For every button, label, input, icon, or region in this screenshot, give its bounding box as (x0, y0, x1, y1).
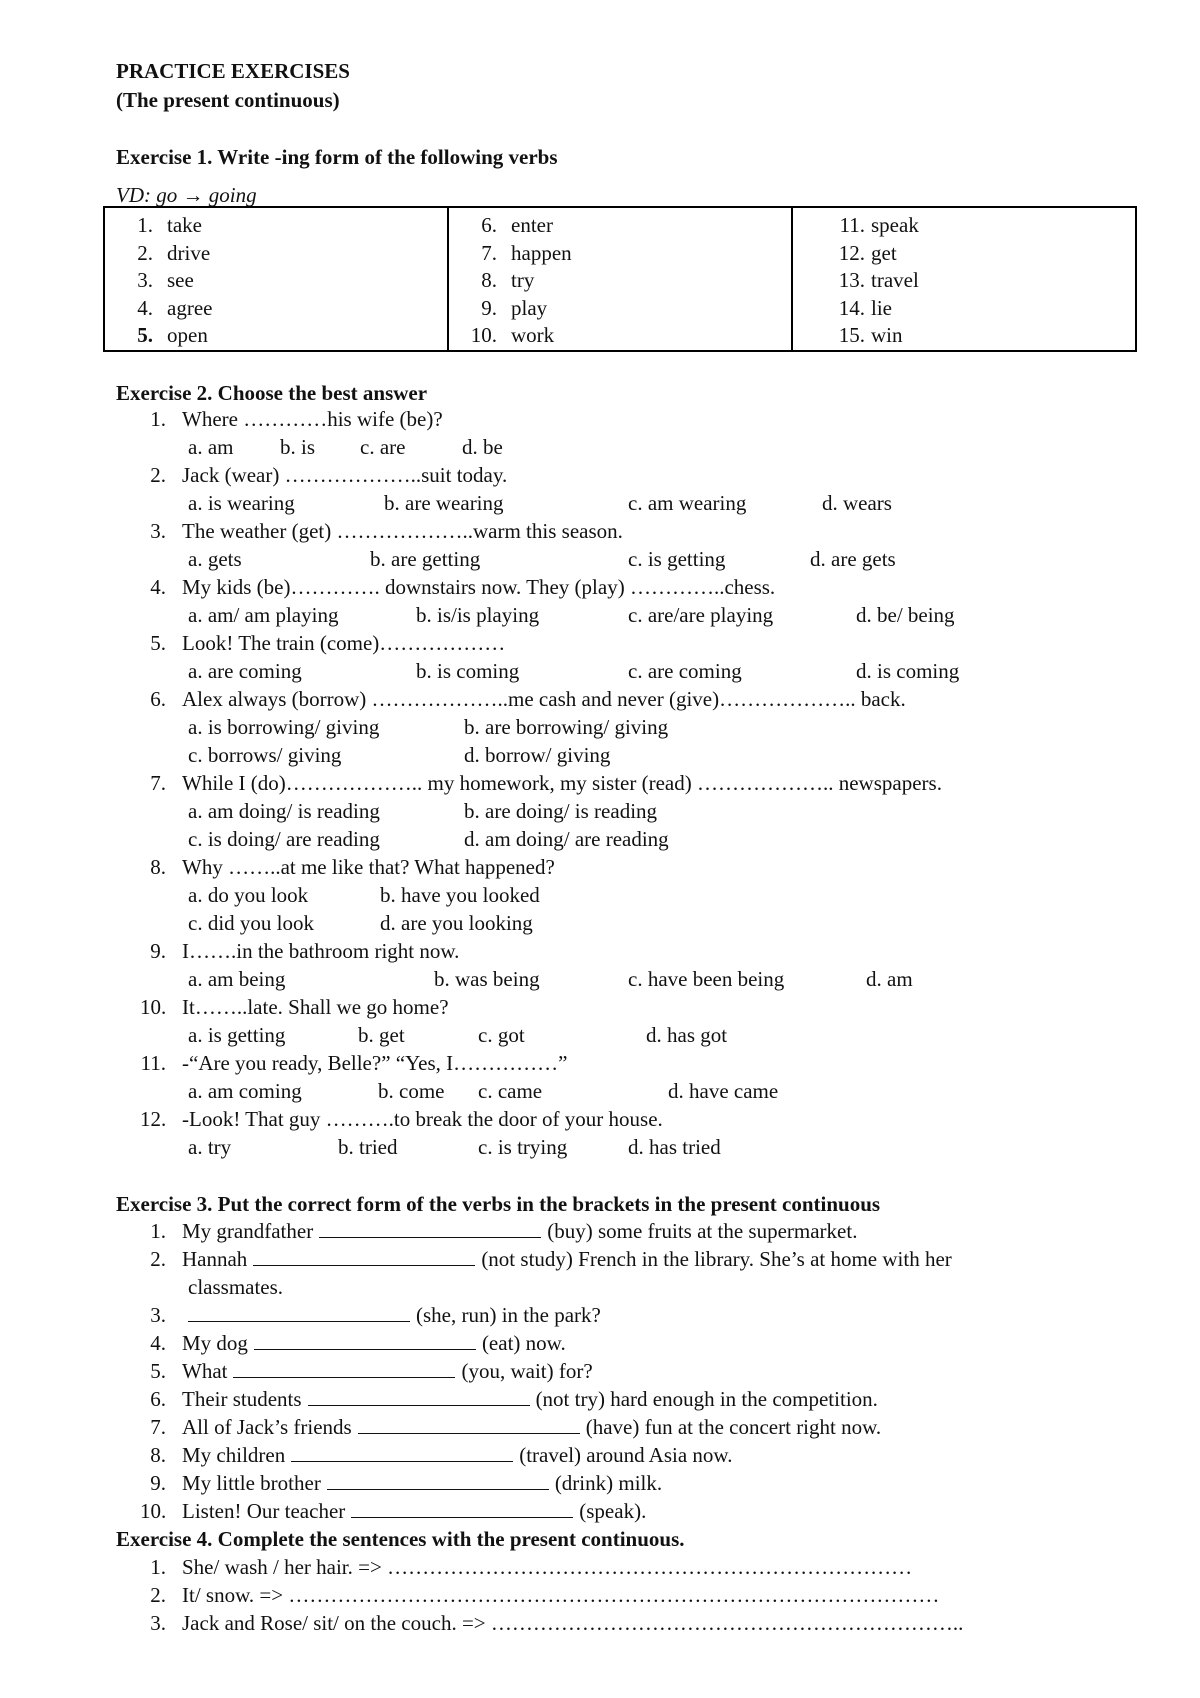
option-a: a. is getting (188, 1023, 286, 1047)
ex3-item-2-continued: classmates. (188, 1275, 284, 1299)
question-11: 11. -“Are you ready, Belle?” “Yes, I……………” (140, 1051, 568, 1075)
ex4-item-2: 2. It/ snow. => ………………………………………………………………………………… (150, 1583, 940, 1607)
answer-blank[interactable] (319, 1219, 541, 1238)
verb-item: 11. speak (839, 213, 919, 237)
verb-table (103, 206, 1137, 352)
verb-item: 6. enter (481, 213, 553, 237)
answer-blank[interactable] (291, 1443, 513, 1462)
ex3-item-4: 4. My dog (eat) now. (150, 1331, 566, 1355)
option-d: d. has got (646, 1023, 728, 1047)
question-7: 7. While I (do)……………….. my homework, my sister (read) ……………….. newspapers. (150, 771, 942, 795)
question-12: 12. -Look! That guy ……….to break the door of your house. (140, 1107, 663, 1131)
option-d: d. be/ being (856, 603, 955, 627)
answer-blank[interactable] (254, 1331, 476, 1350)
verb-item: 10. work (470, 323, 555, 348)
verb-item: 5. open (137, 323, 208, 348)
option-c: c. is doing/ are reading (188, 827, 380, 851)
verb-item: 8. try (481, 268, 535, 293)
option-b: b. is coming (416, 659, 520, 683)
answer-blank[interactable] (233, 1359, 455, 1378)
question-5: 5. Look! The train (come)……………… (150, 631, 506, 655)
option-d: d. has tried (628, 1135, 721, 1159)
option-c: c. am wearing (628, 491, 747, 515)
option-b: b. come (378, 1079, 445, 1103)
exercise-2-heading: Exercise 2. Choose the best answer (116, 381, 428, 405)
answer-blank[interactable] (253, 1247, 475, 1266)
exercise-1-heading: Exercise 1. Write -ing form of the following verbs (116, 145, 558, 169)
ex3-item-5: 5. What (you, wait) for? (150, 1359, 593, 1383)
option-d: d. be (462, 435, 503, 459)
ex3-item-10: 10. Listen! Our teacher (speak). (140, 1499, 647, 1523)
option-c: c. are (360, 435, 406, 459)
option-b: b. have you looked (380, 883, 540, 907)
option-b: b. is/is playing (416, 603, 540, 627)
option-b: b. are doing/ is reading (464, 799, 658, 823)
option-d: d. are you looking (380, 911, 533, 935)
option-a: a. try (188, 1135, 232, 1159)
option-a: a. am coming (188, 1079, 302, 1103)
option-b: b. are getting (370, 547, 481, 571)
option-c: c. are coming (628, 659, 742, 683)
ex3-item-2: 2. Hannah (not study) French in the library. She’s at home with her (150, 1247, 952, 1271)
ex3-item-3: 3. (she, run) in the park? (150, 1303, 601, 1327)
option-c: c. did you look (188, 911, 314, 935)
option-a: a. are coming (188, 659, 302, 683)
option-a: a. am/ am playing (188, 603, 339, 627)
ex3-item-7: 7. All of Jack’s friends (have) fun at the concert right now. (150, 1415, 882, 1439)
option-b: b. was being (434, 967, 540, 991)
option-c: c. came (478, 1079, 543, 1103)
option-c: c. are/are playing (628, 603, 774, 627)
exercise-4-heading: Exercise 4. Complete the sentences with the present continuous. (116, 1527, 685, 1551)
option-d: d. have came (668, 1079, 779, 1103)
option-a: a. am doing/ is reading (188, 799, 380, 823)
verb-column-3 (792, 207, 1136, 351)
verb-item: 13. travel (838, 268, 919, 293)
verb-item: 12. get (838, 240, 897, 265)
option-d: d. am doing/ are reading (464, 827, 669, 851)
question-2: 2. Jack (wear) ………………..suit today. (150, 463, 508, 487)
verb-item: 9. play (481, 295, 548, 320)
question-4: 4. My kids (be)…………. downstairs now. They (play) …………..chess. (150, 575, 776, 599)
option-b: b. get (358, 1023, 405, 1047)
option-d: d. is coming (856, 659, 960, 683)
ex4-item-3: 3. Jack and Rose/ sit/ on the couch. => ………………………………………………………….. (150, 1611, 964, 1635)
option-d: d. wears (822, 491, 892, 515)
ex4-item-1: 1. She/ wash / her hair. => ………………………………………………………………… (150, 1555, 913, 1579)
option-c: c. is getting (628, 547, 726, 571)
verb-column-1 (104, 207, 448, 351)
verb-item: 2. drive (137, 240, 211, 265)
verb-item: 7. happen (481, 240, 572, 265)
ex3-item-9: 9. My little brother (drink) milk. (150, 1471, 663, 1495)
question-1: 1. Where …………his wife (be)? (150, 407, 443, 431)
answer-blank[interactable] (351, 1499, 573, 1518)
option-b: b. are borrowing/ giving (464, 715, 669, 739)
option-a: a. am (188, 435, 234, 459)
option-a: a. am being (188, 967, 286, 991)
verb-item: 14. lie (838, 295, 892, 320)
option-b: b. is (280, 435, 316, 459)
ex3-item-1: 1. My grandfather (buy) some fruits at the supermarket. (150, 1219, 858, 1243)
option-b: b. are wearing (384, 491, 504, 515)
verb-item: 15. win (838, 323, 903, 348)
option-c: c. is trying (478, 1135, 568, 1159)
answer-blank[interactable] (188, 1303, 410, 1322)
verb-column-2 (448, 207, 792, 351)
exercise-1-example: VD: go → going (116, 183, 257, 207)
verb-item: 4. agree (137, 295, 213, 320)
option-c: c. borrows/ giving (188, 743, 342, 767)
exercise-3-heading: Exercise 3. Put the correct form of the verbs in the brackets in the present continuous (116, 1192, 881, 1216)
option-d: d. are gets (810, 547, 896, 571)
option-a: a. is wearing (188, 491, 295, 515)
answer-blank[interactable] (327, 1471, 549, 1490)
option-a: a. gets (188, 547, 242, 571)
question-3: 3. The weather (get) ………………..warm this season. (150, 519, 623, 543)
page-title: PRACTICE EXERCISES (116, 59, 350, 83)
ex3-item-8: 8. My children (travel) around Asia now. (150, 1443, 733, 1467)
question-10: 10. It……..late. Shall we go home? (140, 995, 449, 1019)
page-subtitle: (The present continuous) (116, 88, 340, 112)
option-a: a. is borrowing/ giving (188, 715, 380, 739)
verb-item: 3. see (137, 268, 194, 293)
option-c: c. have been being (628, 967, 785, 991)
option-d: d. am (866, 967, 913, 991)
question-6: 6. Alex always (borrow) ………………..me cash and never (give)……………….. back. (150, 687, 906, 711)
verb-item: 1. take (137, 213, 202, 237)
answer-blank[interactable] (308, 1387, 530, 1406)
option-d: d. borrow/ giving (464, 743, 611, 767)
ex3-item-6: 6. Their students (not try) hard enough in the competition. (150, 1387, 878, 1411)
question-9: 9. I…….in the bathroom right now. (150, 939, 460, 963)
answer-blank[interactable] (358, 1415, 580, 1434)
question-8: 8. Why ……..at me like that? What happened? (150, 855, 555, 879)
option-b: b. tried (338, 1135, 398, 1159)
option-a: a. do you look (188, 883, 309, 907)
option-c: c. got (478, 1023, 525, 1047)
